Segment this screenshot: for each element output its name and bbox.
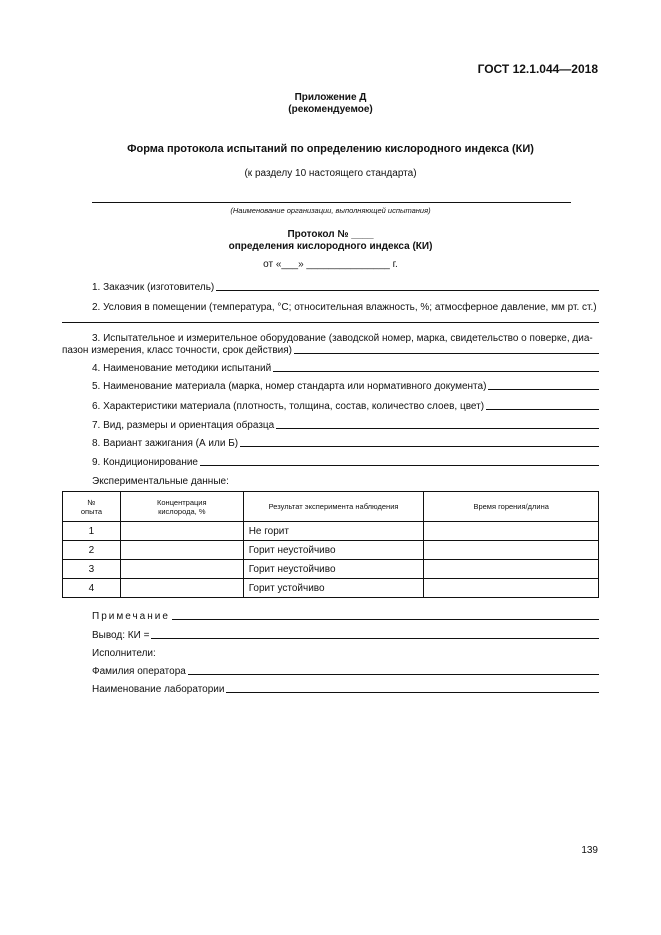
form-title: Форма протокола испытаний по определению кислородного индекса (КИ)	[127, 143, 534, 155]
characteristics-line[interactable]	[486, 409, 599, 410]
equipment-label-line2: пазон измерения, класс точности, срок действия)	[62, 345, 292, 356]
conditions-line[interactable]	[62, 322, 599, 323]
ignition-label: 8. Вариант зажигания (А или Б)	[92, 438, 239, 449]
row-number: 4	[63, 579, 121, 598]
material-label: 5. Наименование материала (марка, номер стандарта или нормативного документа)	[92, 381, 487, 392]
burn-time-cell[interactable]	[424, 560, 599, 579]
operator-label: Фамилия оператора	[92, 666, 186, 677]
method-field[interactable]	[92, 363, 599, 374]
conditioning-label: 9. Кондиционирование	[92, 457, 198, 468]
method-line[interactable]	[273, 371, 599, 372]
burn-time-cell[interactable]	[424, 579, 599, 598]
oxygen-cell[interactable]	[120, 579, 243, 598]
standard-code: ГОСТ 12.1.044—2018	[477, 62, 598, 76]
header-number: № опыта	[63, 492, 121, 522]
lab-label: Наименование лаборатории	[92, 684, 225, 695]
experimental-data-label: Экспериментальные данные:	[92, 476, 229, 487]
result-cell: Горит неустойчиво	[243, 560, 424, 579]
appendix-note: (рекомендуемое)	[288, 104, 373, 115]
result-cell: Горит устойчиво	[243, 579, 424, 598]
characteristics-field[interactable]	[92, 401, 599, 412]
table-header-row	[63, 492, 599, 522]
conclusion-label: Вывод: КИ =	[92, 630, 150, 641]
conclusion-line[interactable]	[151, 638, 599, 639]
operator-line[interactable]	[188, 674, 599, 675]
conclusion-field[interactable]	[92, 630, 599, 641]
customer-field[interactable]	[92, 282, 599, 293]
equipment-label-line1: 3. Испытательное и измерительное оборудование (заводской номер, марка, свидетельство о поверке, диа-	[92, 333, 593, 344]
header-result: Результат эксперимента наблюдения	[243, 492, 424, 522]
header-oxygen: Концентрация кислорода, %	[120, 492, 243, 522]
ignition-line[interactable]	[240, 446, 599, 447]
row-number: 3	[63, 560, 121, 579]
equipment-label-row	[92, 333, 599, 344]
customer-label: 1. Заказчик (изготовитель)	[92, 282, 215, 293]
header-burn-time: Время горения/длина	[424, 492, 599, 522]
table-row	[63, 579, 599, 598]
note-line[interactable]	[172, 619, 599, 620]
ignition-field[interactable]	[92, 438, 599, 449]
page-number: 139	[581, 845, 598, 856]
conditions-label: 2. Условия в помещении (температура, °С; относительная влажность, %; атмосферное давление, мм рт. ст.)	[92, 302, 597, 313]
organization-line[interactable]	[92, 202, 571, 203]
appendix-title: Приложение Д	[294, 92, 367, 103]
conditioning-line[interactable]	[200, 465, 599, 466]
lab-field[interactable]	[92, 684, 599, 695]
result-cell: Не горит	[243, 522, 424, 541]
customer-line[interactable]	[216, 290, 599, 291]
sample-field[interactable]	[92, 420, 599, 431]
sample-label: 7. Вид, размеры и ориентация образца	[92, 420, 275, 431]
burn-time-cell[interactable]	[424, 541, 599, 560]
lab-line[interactable]	[226, 692, 599, 693]
row-number: 2	[63, 541, 121, 560]
section-reference: (к разделу 10 настоящего стандарта)	[244, 168, 417, 179]
executors-row	[92, 648, 156, 659]
operator-field[interactable]	[92, 666, 599, 677]
experiment-table	[62, 491, 599, 598]
result-cell: Горит неустойчиво	[243, 541, 424, 560]
table-row	[63, 522, 599, 541]
oxygen-cell[interactable]	[120, 522, 243, 541]
executors-label: Исполнители:	[92, 648, 156, 659]
organization-caption: (Наименование организации, выполняющей испытания)	[230, 206, 431, 215]
oxygen-cell[interactable]	[120, 560, 243, 579]
characteristics-label: 6. Характеристики материала (плотность, толщина, состав, количество слоев, цвет)	[92, 401, 485, 412]
note-field[interactable]	[92, 611, 599, 622]
conditions-label-row	[92, 302, 599, 313]
protocol-subtitle: определения кислородного индекса (КИ)	[228, 241, 433, 252]
table-row	[63, 560, 599, 579]
protocol-date: от «___» _______________ г.	[263, 259, 398, 270]
equipment-field[interactable]	[62, 345, 599, 356]
oxygen-cell[interactable]	[120, 541, 243, 560]
sample-line[interactable]	[276, 428, 599, 429]
row-number: 1	[63, 522, 121, 541]
conditioning-field[interactable]	[92, 457, 599, 468]
material-line[interactable]	[488, 389, 599, 390]
protocol-number: Протокол № ____	[287, 229, 374, 240]
equipment-line[interactable]	[294, 353, 599, 354]
note-label: Примечание	[92, 611, 170, 622]
experimental-data-row	[92, 476, 229, 487]
burn-time-cell[interactable]	[424, 522, 599, 541]
material-field[interactable]	[92, 381, 599, 392]
table-row	[63, 541, 599, 560]
method-label: 4. Наименование методики испытаний	[92, 363, 272, 374]
